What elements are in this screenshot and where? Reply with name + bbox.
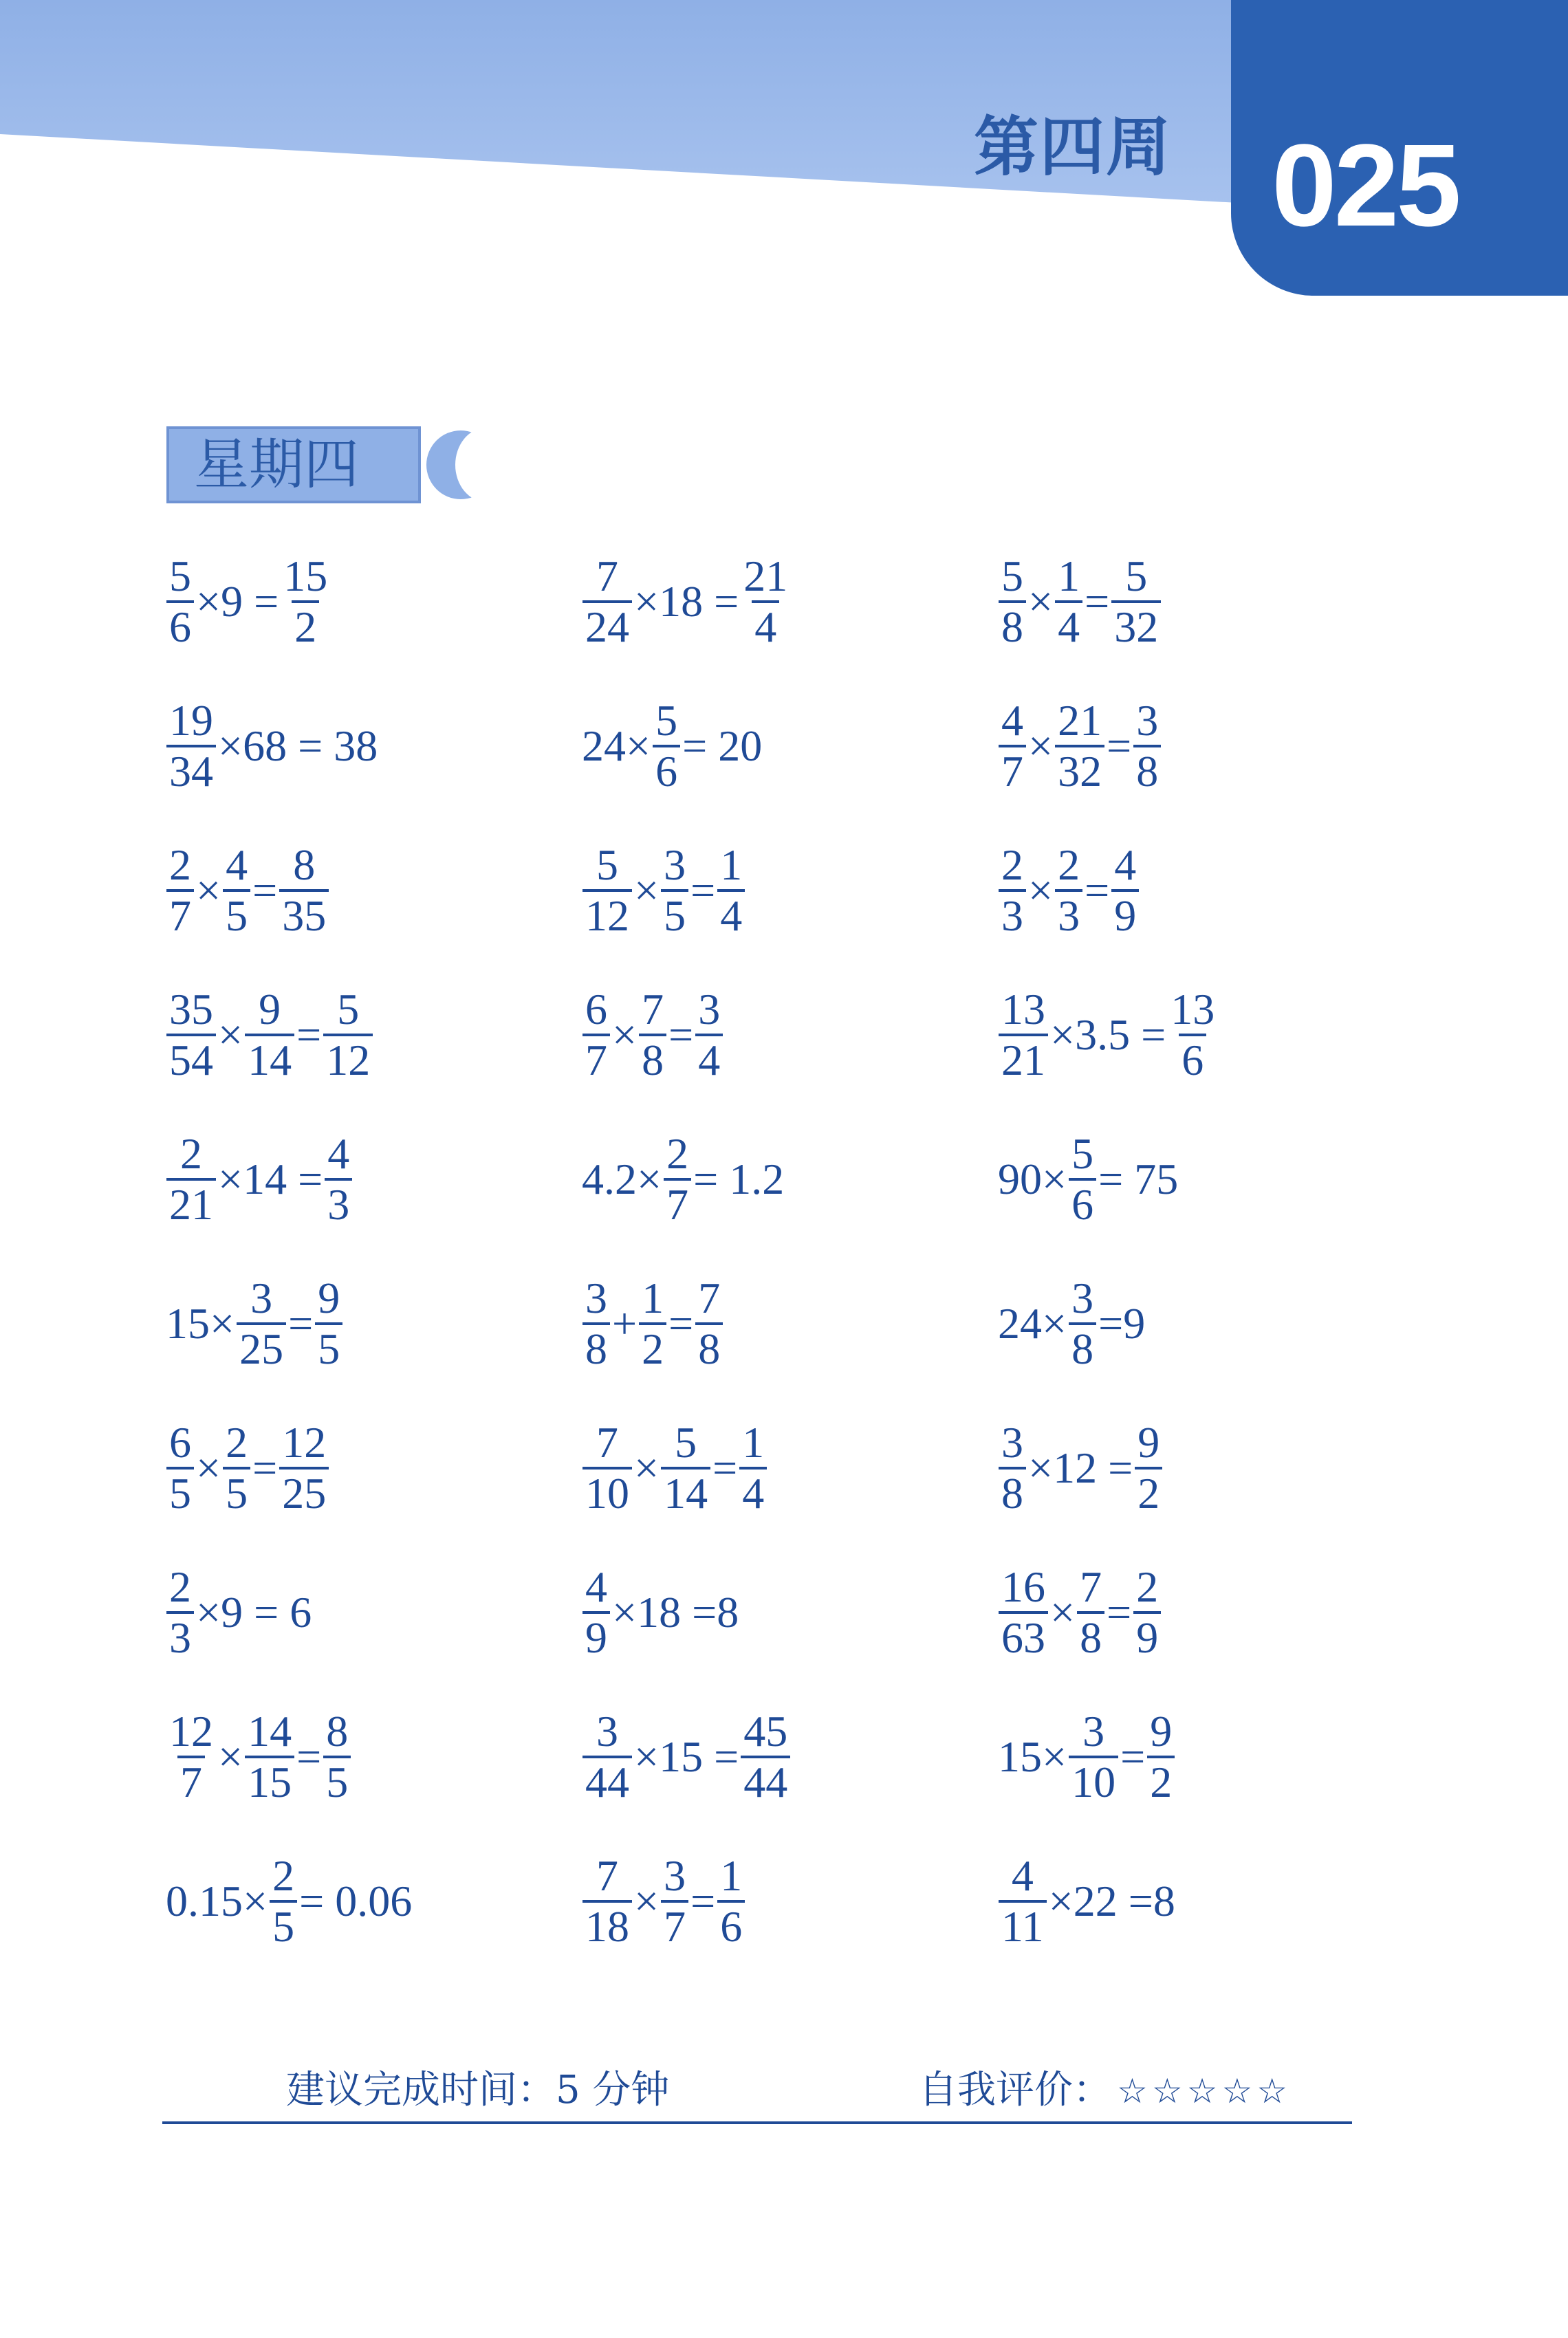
fraction-denominator: 63 — [999, 1611, 1048, 1662]
expression-text: × — [634, 1877, 660, 1925]
expression-text: = — [690, 1877, 716, 1925]
fraction-denominator: 5 — [270, 1900, 297, 1951]
problem-item — [165, 543, 331, 660]
fraction — [245, 985, 294, 1084]
fraction — [1111, 552, 1161, 651]
fraction — [717, 841, 745, 940]
fraction-denominator: 5 — [323, 1756, 351, 1806]
fraction-denominator: 3 — [325, 1178, 352, 1229]
fraction-denominator: 5 — [223, 1467, 250, 1518]
problem-item — [165, 976, 374, 1093]
expression-text: = 20 — [682, 721, 763, 770]
fraction-denominator: 7 — [166, 889, 194, 940]
problem-item — [581, 976, 724, 1093]
fraction-denominator: 2 — [1135, 1467, 1162, 1518]
expression-text: × — [1028, 721, 1054, 770]
problem-item — [165, 1410, 330, 1527]
problem-item — [997, 976, 1219, 1093]
fraction-denominator: 7 — [177, 1756, 205, 1806]
problem-item — [581, 1554, 739, 1671]
fraction-denominator: 2 — [292, 600, 319, 651]
fraction-numerator: 19 — [169, 696, 213, 745]
fraction — [323, 985, 373, 1084]
fraction — [999, 1852, 1047, 1951]
fraction — [166, 1707, 216, 1806]
fraction-numerator: 3 — [1001, 1418, 1023, 1467]
fraction-numerator: 3 — [596, 1707, 618, 1756]
fraction-numerator: 3 — [1136, 696, 1159, 745]
fraction-denominator: 8 — [999, 1467, 1026, 1518]
fraction-numerator: 2 — [1058, 840, 1080, 889]
expression-text: ×9 = 6 — [196, 1588, 312, 1637]
fraction — [245, 1707, 294, 1806]
fraction-denominator: 21 — [166, 1178, 216, 1229]
fraction-numerator: 7 — [596, 551, 618, 600]
fraction — [999, 552, 1026, 651]
fraction — [695, 1274, 723, 1373]
fraction — [999, 841, 1026, 940]
expression-text: × — [218, 1010, 243, 1059]
fraction-numerator: 3 — [1071, 1274, 1094, 1322]
problem-item — [165, 1843, 413, 1960]
fraction — [582, 1419, 632, 1518]
fraction-numerator: 2 — [666, 1129, 689, 1178]
suggested-time-text: 建议完成时间：5 分钟 — [286, 2068, 670, 2112]
fraction-numerator: 1 — [1058, 551, 1080, 600]
fraction-denominator: 34 — [166, 745, 216, 796]
fraction-numerator: 8 — [293, 840, 316, 889]
expression-text: × — [612, 1010, 638, 1059]
fraction — [639, 1274, 666, 1373]
fraction — [166, 1130, 216, 1229]
fraction-numerator: 1 — [642, 1274, 664, 1322]
expression-text: × — [196, 866, 221, 915]
fraction-denominator: 2 — [639, 1322, 666, 1373]
problem-item — [997, 1265, 1146, 1382]
expression-text: 15× — [998, 1732, 1067, 1781]
expression-text: ×15 = — [634, 1732, 739, 1781]
fraction-denominator: 2 — [1147, 1756, 1175, 1806]
fraction-denominator: 4 — [1055, 600, 1082, 651]
problem-item — [581, 832, 746, 949]
fraction-denominator: 8 — [639, 1034, 666, 1084]
expression-text: 15× — [166, 1299, 235, 1348]
fraction-numerator: 21 — [743, 551, 788, 600]
expression-text: = — [252, 866, 278, 915]
fraction-numerator: 3 — [250, 1274, 273, 1322]
expression-text: + — [612, 1299, 638, 1348]
fraction — [166, 1563, 194, 1662]
suggested-time — [286, 2063, 669, 2118]
problem-item — [997, 1554, 1162, 1671]
fraction — [279, 1419, 329, 1518]
fraction — [166, 552, 194, 651]
problem-item — [997, 832, 1140, 949]
fraction — [166, 697, 216, 796]
fraction — [582, 841, 632, 940]
fraction-denominator: 10 — [582, 1467, 632, 1518]
problem-item — [581, 1698, 792, 1815]
fraction-denominator: 14 — [245, 1034, 294, 1084]
problem-item — [997, 688, 1162, 805]
fraction-denominator: 44 — [582, 1756, 632, 1806]
day-label — [166, 426, 476, 503]
expression-text: = 75 — [1098, 1155, 1179, 1203]
day-label-text: 星期四 — [194, 433, 359, 496]
fraction — [661, 841, 688, 940]
expression-text: = — [252, 1443, 278, 1492]
expression-text: 4.2× — [582, 1155, 662, 1203]
expression-text: ×3.5 = — [1050, 1010, 1166, 1059]
expression-text: ×9 = — [196, 577, 279, 626]
expression-text: × — [196, 1443, 221, 1492]
fraction-denominator: 8 — [1133, 745, 1161, 796]
expression-text: = — [288, 1299, 314, 1348]
fraction-denominator: 7 — [664, 1178, 691, 1229]
fraction — [1147, 1707, 1175, 1806]
fraction-numerator: 4 — [1001, 696, 1023, 745]
fraction-numerator: 9 — [1150, 1707, 1173, 1756]
fraction-numerator: 8 — [326, 1707, 349, 1756]
fraction — [1055, 841, 1082, 940]
problem-item — [165, 832, 330, 949]
expression-text: ×12 = — [1028, 1443, 1133, 1492]
fraction-denominator: 5 — [315, 1322, 342, 1373]
fraction-denominator: 5 — [661, 889, 688, 940]
problem-item — [581, 543, 792, 660]
fraction — [1069, 1274, 1096, 1373]
expression-text: × — [218, 1732, 243, 1781]
expression-text: = — [668, 1299, 694, 1348]
fraction-numerator: 5 — [1071, 1129, 1094, 1178]
fraction-numerator: 6 — [169, 1418, 191, 1467]
fraction-denominator: 4 — [739, 1467, 767, 1518]
fraction — [281, 552, 330, 651]
fraction-denominator: 7 — [999, 745, 1026, 796]
fraction-denominator: 4 — [717, 889, 745, 940]
footer — [162, 2056, 1352, 2124]
fraction — [166, 841, 194, 940]
fraction — [166, 1419, 194, 1518]
fraction-denominator: 3 — [166, 1611, 194, 1662]
fraction — [582, 1274, 610, 1373]
fraction — [1055, 697, 1104, 796]
fraction — [166, 985, 216, 1084]
expression-text: = — [296, 1010, 322, 1059]
expression-text: × — [1050, 1588, 1076, 1637]
fraction — [582, 1707, 632, 1806]
fraction-numerator: 12 — [282, 1418, 327, 1467]
fraction-denominator: 8 — [1069, 1322, 1096, 1373]
expression-text: × — [634, 866, 660, 915]
fraction-numerator: 13 — [1001, 985, 1045, 1034]
problem-item — [581, 688, 763, 805]
fraction-numerator: 2 — [272, 1851, 295, 1900]
fraction-numerator: 45 — [743, 1707, 788, 1756]
fraction — [223, 1419, 250, 1518]
fraction-numerator: 15 — [283, 551, 328, 600]
fraction-numerator: 1 — [742, 1418, 765, 1467]
fraction-numerator: 14 — [248, 1707, 292, 1756]
fraction — [325, 1130, 352, 1229]
expression-text: = — [296, 1732, 322, 1781]
problem-item — [997, 1843, 1176, 1960]
fraction — [1069, 1707, 1118, 1806]
fraction-denominator: 5 — [223, 889, 250, 940]
fraction — [1133, 697, 1161, 796]
problem-item — [165, 1554, 312, 1671]
fraction-denominator: 8 — [582, 1322, 610, 1373]
expression-text: = — [690, 866, 716, 915]
expression-text: = — [668, 1010, 694, 1059]
fraction-numerator: 4 — [1011, 1851, 1034, 1900]
problem-item — [581, 1265, 724, 1382]
fraction-numerator: 16 — [1001, 1562, 1045, 1611]
problem-item — [997, 543, 1162, 660]
fraction-denominator: 54 — [166, 1034, 216, 1084]
fraction-numerator: 7 — [698, 1274, 721, 1322]
fraction — [664, 1130, 691, 1229]
fraction-numerator: 5 — [675, 1418, 697, 1467]
fraction-numerator: 6 — [585, 985, 607, 1034]
fraction — [695, 985, 723, 1084]
fraction-denominator: 6 — [1069, 1178, 1096, 1229]
expression-text: × — [634, 1443, 660, 1492]
fraction-numerator: 4 — [585, 1562, 607, 1611]
expression-text: = — [712, 1443, 738, 1492]
fraction — [1069, 1130, 1096, 1229]
fraction — [1135, 1419, 1162, 1518]
rating-stars-icon[interactable]: ☆☆☆☆☆ — [1117, 2071, 1292, 2111]
fraction-denominator: 35 — [279, 889, 329, 940]
fraction-numerator: 7 — [642, 985, 664, 1034]
expression-text: 90× — [998, 1155, 1067, 1203]
fraction-numerator: 5 — [169, 551, 191, 600]
fraction — [653, 697, 680, 796]
fraction — [999, 697, 1026, 796]
expression-text: = — [1120, 1732, 1146, 1781]
fraction — [582, 1852, 632, 1951]
fraction-numerator: 3 — [664, 840, 686, 889]
expression-text: 24× — [582, 721, 651, 770]
fraction-numerator: 7 — [596, 1851, 618, 1900]
fraction-numerator: 2 — [169, 840, 191, 889]
expression-text: = — [1107, 721, 1132, 770]
fraction-numerator: 2 — [169, 1562, 191, 1611]
fraction-denominator: 9 — [1111, 889, 1139, 940]
fraction-denominator: 3 — [1055, 889, 1082, 940]
expression-text: ×14 = — [218, 1155, 323, 1203]
fraction-numerator: 2 — [180, 1129, 202, 1178]
expression-text: ×18 = — [634, 577, 739, 626]
fraction-numerator: 4 — [1114, 840, 1137, 889]
fraction-numerator: 5 — [596, 840, 618, 889]
expression-text: ×68 = 38 — [218, 721, 378, 770]
fraction — [279, 841, 329, 940]
self-evaluation — [919, 2063, 1292, 2118]
fraction-denominator: 7 — [661, 1900, 688, 1951]
fraction-numerator: 5 — [1001, 551, 1023, 600]
fraction-numerator: 12 — [169, 1707, 213, 1756]
fraction-denominator: 6 — [717, 1900, 745, 1951]
fraction-numerator: 4 — [226, 840, 248, 889]
fraction-denominator: 6 — [1179, 1034, 1206, 1084]
problem-item — [165, 1121, 353, 1238]
fraction — [661, 1852, 688, 1951]
fraction — [1077, 1563, 1104, 1662]
self-evaluation-label: 自我评价： — [919, 2068, 1111, 2112]
fraction — [639, 985, 666, 1084]
fraction-denominator: 8 — [695, 1322, 723, 1373]
expression-text: = — [1085, 577, 1110, 626]
fraction-denominator: 6 — [166, 600, 194, 651]
fraction-numerator: 21 — [1058, 696, 1102, 745]
fraction-numerator: 5 — [1125, 551, 1148, 600]
fraction-numerator: 2 — [1136, 1562, 1159, 1611]
fraction-denominator: 32 — [1111, 600, 1161, 651]
fraction-denominator: 10 — [1069, 1756, 1118, 1806]
fraction-denominator: 8 — [1077, 1611, 1104, 1662]
fraction-numerator: 5 — [655, 696, 678, 745]
fraction-denominator: 18 — [582, 1900, 632, 1951]
fraction-denominator: 9 — [1133, 1611, 1161, 1662]
fraction-numerator: 13 — [1170, 985, 1215, 1034]
fraction-denominator: 25 — [279, 1467, 329, 1518]
fraction — [237, 1274, 286, 1373]
expression-text: = — [1107, 1588, 1132, 1637]
fraction — [999, 1419, 1026, 1518]
fraction — [741, 1707, 790, 1806]
fraction-denominator: 5 — [166, 1467, 194, 1518]
problem-item — [997, 1121, 1179, 1238]
problem-item — [165, 1265, 344, 1382]
expression-text: =9 — [1098, 1299, 1146, 1348]
fraction-denominator: 32 — [1055, 745, 1104, 796]
fraction — [661, 1419, 710, 1518]
fraction — [1168, 985, 1217, 1084]
fraction — [315, 1274, 342, 1373]
problem-item — [165, 1698, 352, 1815]
fraction-denominator: 15 — [245, 1756, 294, 1806]
fraction-numerator: 3 — [585, 1274, 607, 1322]
expression-text: ×18 =8 — [612, 1588, 739, 1637]
fraction — [1133, 1563, 1161, 1662]
fraction-denominator: 44 — [741, 1756, 790, 1806]
fraction-denominator: 21 — [999, 1034, 1048, 1084]
expression-text: 24× — [998, 1299, 1067, 1348]
fraction-numerator: 7 — [596, 1418, 618, 1467]
fraction-denominator: 12 — [323, 1034, 373, 1084]
fraction-denominator: 11 — [999, 1900, 1047, 1951]
fraction-numerator: 1 — [720, 1851, 743, 1900]
fraction-denominator: 8 — [999, 600, 1026, 651]
fraction-numerator: 35 — [169, 985, 213, 1034]
fraction-numerator: 9 — [259, 985, 281, 1034]
page-number: 025 — [1272, 120, 1459, 251]
fraction-numerator: 9 — [1137, 1418, 1160, 1467]
fraction-denominator: 25 — [237, 1322, 286, 1373]
fraction — [582, 985, 610, 1084]
fraction — [223, 841, 250, 940]
fraction-numerator: 3 — [698, 985, 721, 1034]
fraction-denominator: 12 — [582, 889, 632, 940]
fraction-numerator: 9 — [318, 1274, 340, 1322]
expression-text: × — [1028, 577, 1054, 626]
fraction-denominator: 24 — [582, 600, 632, 651]
fraction — [270, 1852, 297, 1951]
problem-item — [997, 1410, 1164, 1527]
fraction-numerator: 2 — [1001, 840, 1023, 889]
expression-text: = — [1085, 866, 1110, 915]
fraction-numerator: 3 — [1082, 1707, 1105, 1756]
problem-item — [581, 1121, 785, 1238]
fraction-numerator: 1 — [720, 840, 743, 889]
fraction-denominator: 6 — [653, 745, 680, 796]
fraction-numerator: 4 — [327, 1129, 350, 1178]
fraction-denominator: 4 — [752, 600, 779, 651]
problem-item — [581, 1843, 746, 1960]
fraction-denominator: 7 — [582, 1034, 610, 1084]
fraction-numerator: 3 — [664, 1851, 686, 1900]
fraction-numerator: 7 — [1080, 1562, 1102, 1611]
fraction — [1111, 841, 1139, 940]
problem-item — [997, 1698, 1176, 1815]
fraction — [323, 1707, 351, 1806]
problem-item — [165, 688, 378, 805]
fraction — [999, 1563, 1048, 1662]
expression-text: 0.15× — [166, 1877, 268, 1925]
fraction — [1055, 552, 1082, 651]
fraction — [999, 985, 1048, 1084]
fraction-numerator: 5 — [337, 985, 360, 1034]
fraction-denominator: 4 — [695, 1034, 723, 1084]
week-title: 第四周 — [973, 110, 1172, 185]
fraction — [741, 552, 790, 651]
expression-text: = 1.2 — [693, 1155, 785, 1203]
expression-text: × — [1028, 866, 1054, 915]
fraction — [739, 1419, 767, 1518]
problem-item — [581, 1410, 768, 1527]
fraction — [717, 1852, 745, 1951]
fraction-numerator: 2 — [226, 1418, 248, 1467]
expression-text: ×22 =8 — [1048, 1877, 1175, 1925]
fraction — [582, 552, 632, 651]
fraction — [582, 1563, 610, 1662]
expression-text: = 0.06 — [299, 1877, 413, 1925]
fraction-denominator: 14 — [661, 1467, 710, 1518]
fraction-denominator: 3 — [999, 889, 1026, 940]
fraction-denominator: 9 — [582, 1611, 610, 1662]
